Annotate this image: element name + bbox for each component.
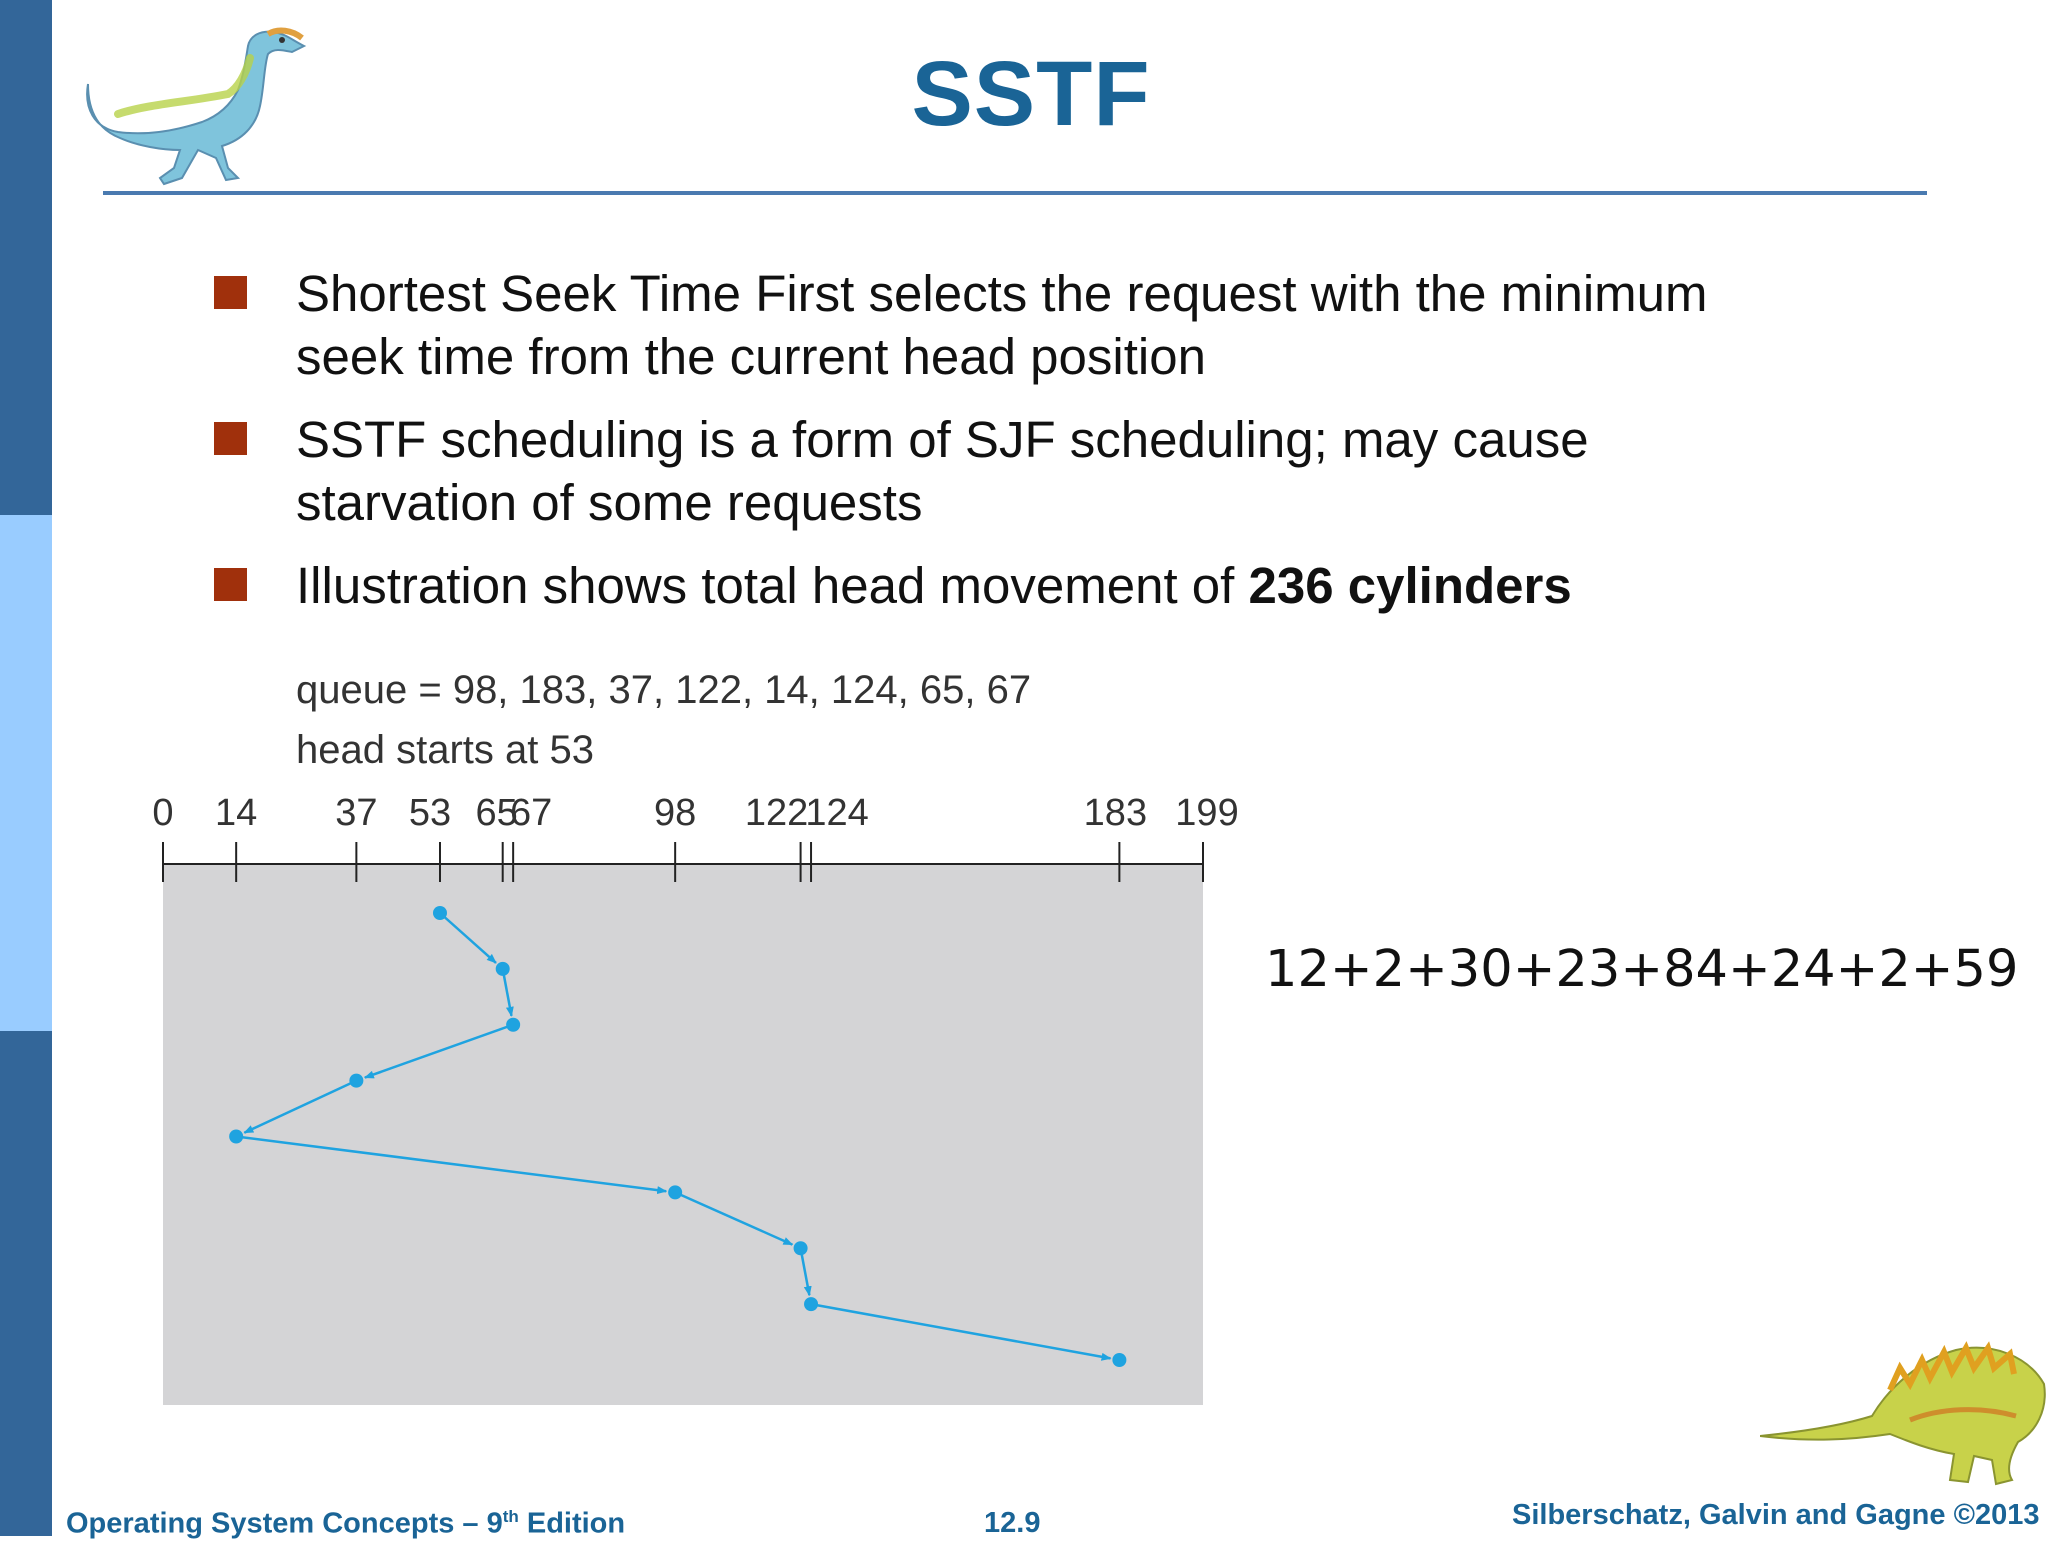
bullet-text: SSTF scheduling is a form of SJF scheduling; may cause starvation of some requests — [296, 411, 1589, 531]
head-position-point — [506, 1018, 520, 1032]
queue-label: queue = 98, 183, 37, 122, 14, 124, 65, 67 — [296, 668, 1032, 712]
axis-tick-label: 122 — [744, 792, 809, 834]
diagram-panel — [163, 865, 1203, 1405]
axis-tick-label: 124 — [805, 792, 869, 834]
footer-copyright: Silberschatz, Galvin and Gagne ©2013 — [1512, 1499, 2040, 1531]
head-position-point — [804, 1297, 818, 1311]
head-start-label: head starts at 53 — [296, 728, 594, 772]
head-position-point — [433, 906, 447, 920]
head-position-point — [1112, 1353, 1126, 1367]
axis-tick-label: 183 — [1083, 792, 1148, 834]
footer-book-text: Operating System Concepts – 9 — [66, 1507, 503, 1540]
axis-tick-label: 37 — [335, 792, 378, 834]
head-position-point — [229, 1130, 243, 1144]
axis-tick-label: 67 — [510, 792, 553, 834]
slide-title: SSTF — [911, 43, 1151, 145]
footer-page-number: 12.9 — [984, 1507, 1041, 1539]
axis-tick-label: 53 — [408, 792, 452, 834]
head-position-point — [794, 1241, 808, 1255]
movement-sum: 12+2+30+23+84+24+2+59 — [1265, 940, 2019, 999]
bullet-text: Illustration shows total head movement of — [296, 557, 1249, 614]
footer-edition-sup: th — [502, 1507, 519, 1526]
axis-tick-label: 199 — [1175, 792, 1239, 834]
head-position-point — [349, 1074, 363, 1088]
axis-tick-label: 0 — [152, 792, 174, 834]
axis-tick-label: 98 — [654, 792, 697, 834]
bullet-bold-text: 236 cylinders — [1248, 557, 1572, 614]
axis-tick-label: 65 — [475, 792, 518, 834]
axis-tick-label: 14 — [215, 792, 258, 834]
head-position-point — [668, 1185, 682, 1199]
head-position-point — [496, 962, 510, 976]
bullet-text: Shortest Seek Time First selects the request with the minimum seek time from the current head position — [296, 265, 1708, 385]
footer-edition-text: Edition — [518, 1507, 626, 1540]
